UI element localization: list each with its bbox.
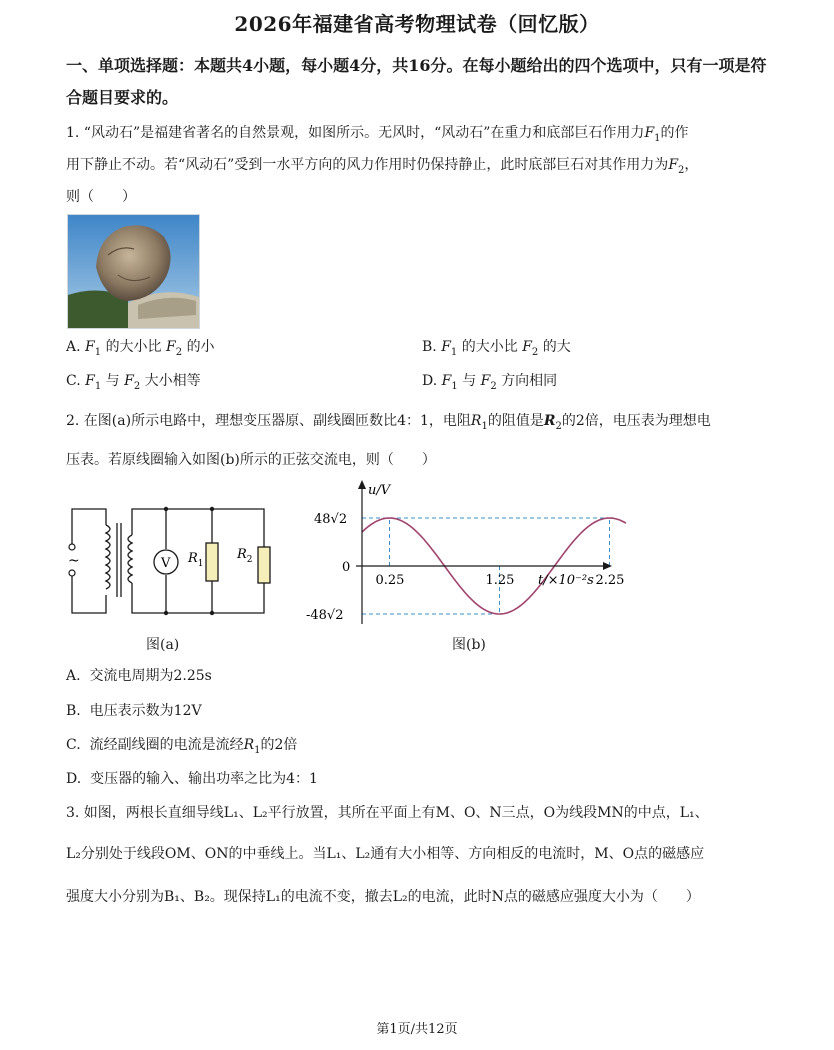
option-label: A. [66,339,81,355]
q1-sub: 2 [678,164,685,176]
option-sub: 1 [94,380,102,392]
q2-option-b[interactable] [66,700,202,720]
voltmeter-label: V [161,556,171,571]
option-var: F [480,373,491,389]
x-axis-label: t/×10⁻²s [538,573,594,588]
option-text: 大小相等 [144,373,201,389]
option-label: C. [66,737,81,753]
q2-var: R [543,413,556,429]
q1-line1-end: 的作 [660,125,689,141]
option-label: C. [66,373,81,389]
q1-line2-end: ， [684,157,699,173]
option-sub: 2 [175,346,183,358]
option-var: F [522,339,532,355]
option-text: 的大小比 [461,339,518,355]
section-heading: 一、单项选择题：本题共4小题，每小题4分，共16分。在每小题给出的四个选项中，只有一项是符合题目要求的。 [66,56,767,107]
option-label: B. [422,339,437,355]
q2-line2: 压表。若原线圈输入如图(b)所示的正弦交流电，则（ ） [66,452,436,468]
option-sub: 1 [254,744,261,756]
option-var: F [441,373,452,389]
sine-wave-chart [300,476,625,636]
q1-line2-text: 用下静止不动。若“风动石”受到一水平方向的风力作用时仍保持静止，此时底部巨石对其作用力为 [66,157,669,173]
origin-label: 0 [342,560,351,575]
q1-line2 [66,154,698,176]
option-text: 方向相同 [501,373,558,389]
circuit-diagram [60,495,280,625]
option-label: A. [66,668,81,684]
option-var: F [124,373,134,389]
page-footer: 第1页/共12页 [376,1022,458,1037]
option-sub: 1 [451,380,458,392]
option-text: 交流电周期为2.25s [89,668,212,684]
q3-line3: 强度大小分别为B₁、B₂。现保持L₁的电流不变，撤去L₂的电流，此时N点的磁感应强度大小为（ ） [66,889,700,905]
q1-option-b[interactable] [422,336,571,358]
x-tick-label: 1.25 [485,573,515,588]
q2-option-a[interactable] [66,665,212,685]
option-var: R [243,737,255,753]
q3-line2: L₂分别处于线段OM、ON的中垂线上。当L₁、L₂通有大小相等、方向相反的电流时，M、O点的磁感应 [66,846,705,862]
option-text: 流经副线圈的电流是流经 [89,737,244,753]
option-var: F [441,339,451,355]
q2-sub: 2 [555,420,562,432]
option-text: 电压表示数为12V [89,703,202,719]
option-text: 的大小比 [105,339,162,355]
q2-sub: 1 [481,420,488,432]
option-label: D. [422,373,438,389]
option-sub: 2 [531,346,539,358]
exam-title: 2026年福建省高考物理试卷（回忆版） [234,12,600,36]
option-label: D. [66,771,82,787]
y-axis-label: u/V [368,483,391,498]
q1-option-d[interactable] [422,370,557,392]
option-text: 与 [462,373,477,389]
option-label: B. [66,703,81,719]
y-tick-min: -48√2 [306,608,344,623]
q1-option-a[interactable] [66,336,215,358]
q2-var: R [470,413,482,429]
option-text: 与 [105,373,120,389]
option-sub: 1 [94,346,102,358]
y-axis-arrow [358,480,366,489]
q1-line1 [66,122,689,144]
x-tick-label: 2.25 [595,573,625,588]
option-text: 的小 [186,339,215,355]
option-sub: 2 [133,380,141,392]
q2-line1 [66,410,711,432]
option-var: F [85,373,95,389]
q2-line1-text: 的2倍，电压表为理想电 [561,413,711,429]
r2-label: $R_2$ [237,547,253,565]
q2-option-c[interactable] [66,734,297,756]
wind-stone-illustration [68,215,199,328]
q3-line1: 3. 如图，两根长直细导线L₁、L₂平行放置，其所在平面上有M、O、N三点，O为线段MN的中点，L₁、 [66,805,709,821]
option-text: 的2倍 [260,737,298,753]
x-axis-arrow [603,562,612,570]
wind-stone-photo [67,214,200,329]
q1-line3: 则（ ） [66,189,136,205]
q1-option-c[interactable] [66,370,201,392]
fig-b-caption: 图(b) [452,637,486,653]
option-sub: 2 [490,380,497,392]
q2-line1-text: 2. 在图(a)所示电路中，理想变压器原、副线圈匝数比4：1，电阻 [66,413,471,429]
r1-label: $R_1$ [188,551,204,569]
q2-option-d[interactable] [66,768,318,788]
x-tick-label: 0.25 [375,573,405,588]
q1-line1-text: 1. “风动石”是福建省著名的自然景观，如图所示。无风时，“风动石”在重力和底部巨石作用力 [66,125,645,141]
q2-line1-text: 的阻值是 [487,413,544,429]
y-tick-max: 48√2 [314,512,348,527]
fig-a-caption: 图(a) [146,637,180,653]
option-var: F [85,339,95,355]
ac-source-symbol: ~ [68,553,80,569]
option-text: 变压器的输入、输出功率之比为4：1 [90,771,318,787]
option-text: 的大 [542,339,571,355]
q1-var: F [668,157,679,173]
option-sub: 1 [450,346,458,358]
option-var: F [166,339,176,355]
q1-sub: 1 [654,132,661,144]
q1-var: F [644,125,655,141]
